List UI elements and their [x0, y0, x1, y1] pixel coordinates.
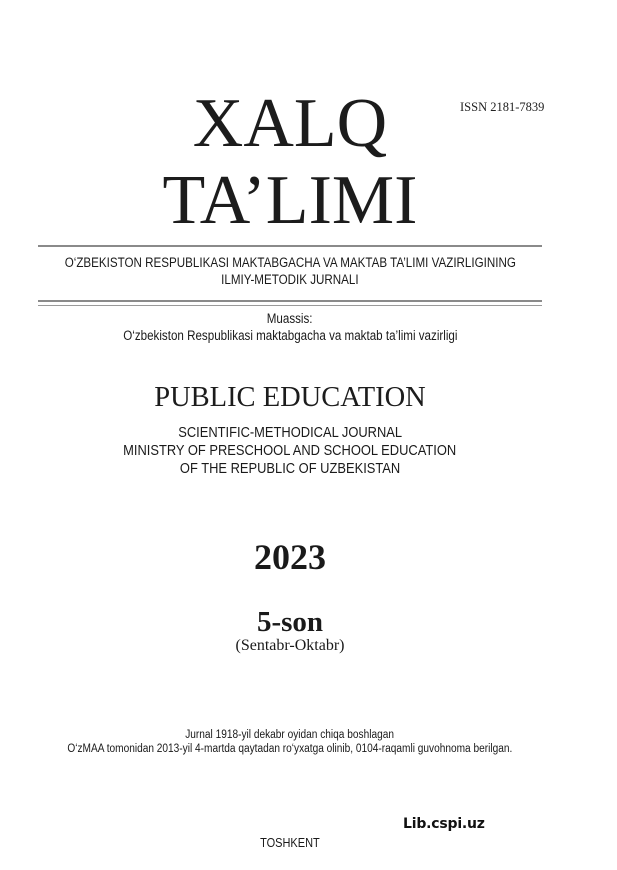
ministry-subtitle-line1 [0, 255, 580, 271]
english-subtitle-line1 [0, 424, 580, 442]
english-subtitle-line1-text: SCIENTIFIC-METHODICAL JOURNAL [178, 424, 402, 441]
english-subtitle-line3-text: OF THE REPUBLIC OF UZBEKISTAN [179, 460, 401, 477]
history-line2-text: O‘zMAA tomonidan 2013-yil 4-martda qaytadan ro‘yxatga olinib, 0104-raqamli guvohnoma berilgan. [67, 743, 513, 755]
english-subtitle-line3 [0, 460, 580, 478]
divider-double-thin [38, 305, 542, 306]
publication-city-text: TOSHKENT [260, 836, 320, 850]
founder-label [0, 311, 580, 327]
divider-double-thick [38, 300, 542, 302]
founder-label-text: Muassis: [267, 311, 313, 326]
english-subtitle-line2 [0, 442, 580, 460]
library-watermark: Lib.cspi.uz [403, 816, 485, 832]
issue-number: 5-son [256, 606, 324, 638]
issn-number: ISSN 2181-7839 [460, 100, 545, 114]
english-subtitle-line2-text: MINISTRY OF PRESCHOOL AND SCHOOL EDUCATION [123, 442, 457, 459]
history-line1 [0, 728, 580, 742]
founder-name [0, 328, 580, 344]
journal-title-line1: XALQ [192, 85, 388, 162]
history-line2 [0, 742, 580, 756]
english-title: PUBLIC EDUCATION [154, 382, 426, 413]
issue-months: (Sentabr-Oktabr) [235, 637, 345, 654]
divider-top [38, 245, 542, 247]
ministry-subtitle-line2 [0, 272, 580, 288]
ministry-subtitle-line1-text: O‘ZBEKISTON RESPUBLIKASI MAKTABGACHA VA MAKTAB TA’LIMI VAZIRLIGINING [64, 255, 516, 270]
publication-year: 2023 [254, 537, 326, 577]
history-line1-text: Jurnal 1918-yil dekabr oyidan chiqa boshlagan [185, 729, 395, 741]
ministry-subtitle-line2-text: ILMIY-METODIK JURNALI [221, 272, 359, 287]
founder-name-text: O‘zbekiston Respublikasi maktabgacha va maktab ta’limi vazirligi [122, 328, 458, 343]
journal-title-line2: TA’LIMI [162, 162, 418, 239]
publication-city [0, 835, 580, 851]
